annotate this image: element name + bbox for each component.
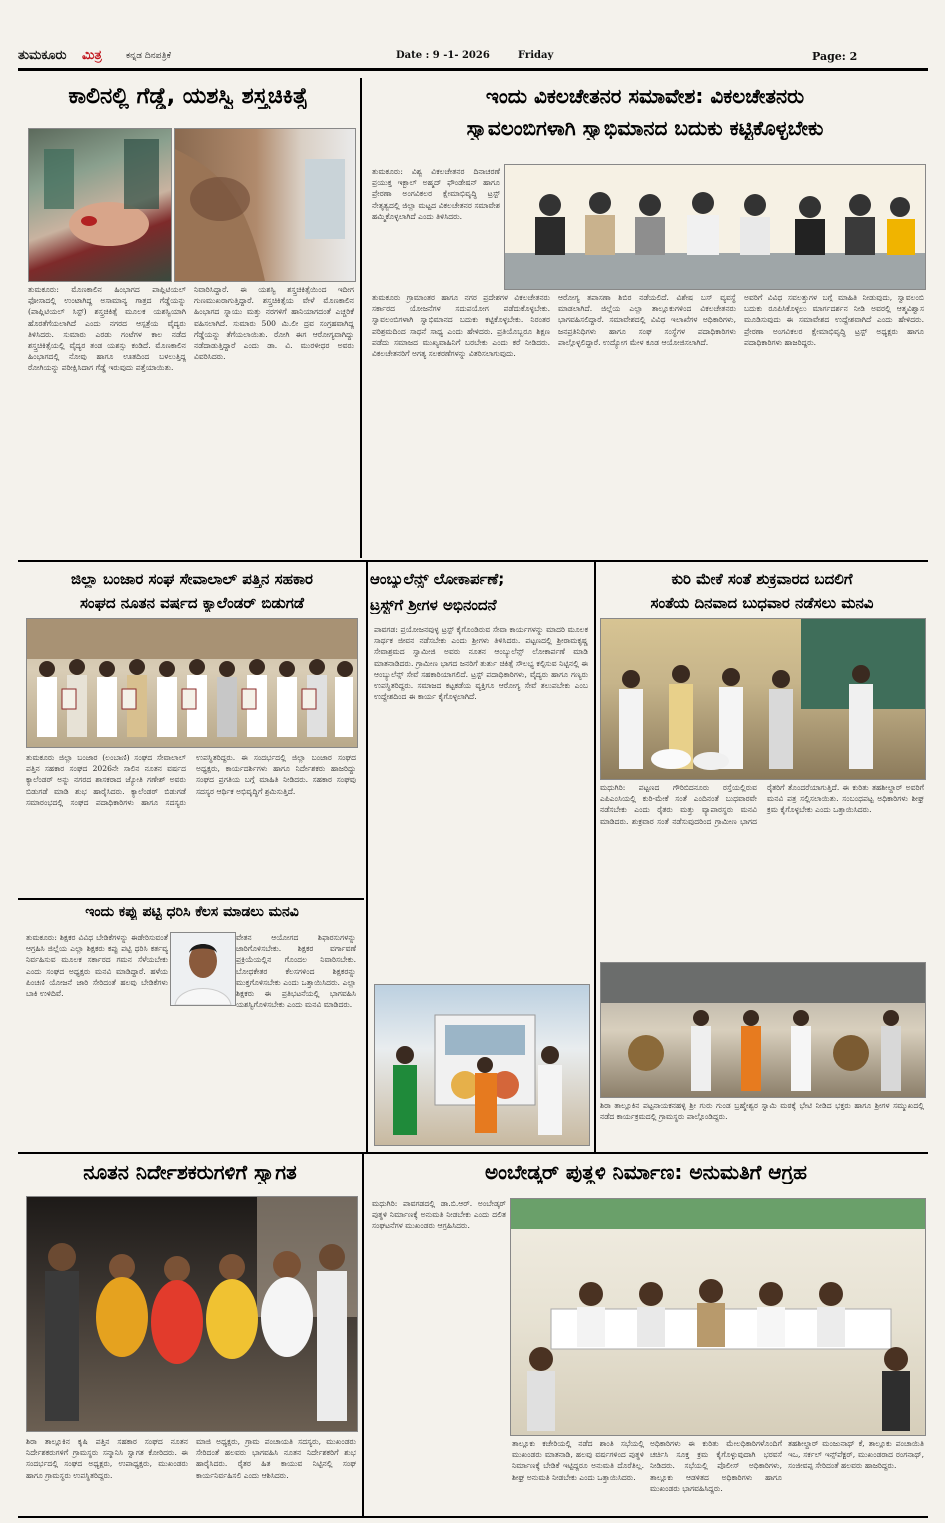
issue-date: Date : 9 -1- 2026 (396, 50, 490, 61)
column-divider-bottom (362, 1154, 364, 1516)
masthead-rule (18, 68, 928, 71)
masthead (18, 46, 928, 68)
surgery-photo-2 (174, 128, 356, 282)
market-photo-2-art (601, 963, 925, 1097)
market-photo-art (601, 619, 925, 779)
ambedkar-intro: ಮಧುಗಿರಿ: ಪಾವಗಡದಲ್ಲಿ ಡಾ.ಬಿ.ಆರ್. ಅಂಬೇಡ್ಕರ್ ಪುತ್ಥಳಿ ನಿರ್ಮಾಣಕ್ಕೆ ಅನುಮತಿ ನೀಡಬೇಕು ಎಂದು ದಲಿತ ಸಂಘಟನೆಗಳ ಮುಖಂಡರು ಆಗ್ರಹಿಸಿದರು. (372, 1199, 506, 1231)
ambulance-body: ಪಾವಗಡ: ಪ್ರಯೋಜನವುಳ್ಳ ಟ್ರಸ್ಟ್ ಕೈಗೊಂಡಿರುವ ಸೇವಾ ಕಾರ್ಯಗಳನ್ನು ಮಾದರಿ ಮೂಲಕ ಸಾರ್ಥಕ ಜೀವನ ನಡೆಸಬೇಕು ಎಂದು ಶ್ರೀಗಳು ತಿಳಿಸಿದರು. ಪಟ್ಟಣದಲ್ಲಿ ಶ್ರೀರಾಮಕೃಷ್ಣ ಸೇವಾಶ್ರಮದ ಸ್ವಾಮೀಜಿ ಅವರು ನೂತನ ಆಂಬ್ಯುಲೆನ್ಸ್ ಲೋಕಾರ್ಪಣೆ ಮಾಡಿ ಮಾತನಾಡಿದರು. ಗ್ರಾಮೀಣ ಭಾಗದ ಜನರಿಗೆ ತುರ್ತು ಚಿಕಿತ್ಸೆ ಸೌಲಭ್ಯ ಕಲ್ಪಿಸುವ ನಿಟ್ಟಿನಲ್ಲಿ ಈ ಆಂಬ್ಯುಲೆನ್ಸ್ ಸೇವೆ ಸಹಕಾರಿಯಾಗಲಿದೆ. ಟ್ರಸ್ಟ್ ಪದಾಧಿಕಾರಿಗಳು, ವೈದ್ಯರು ಹಾಗೂ ಗಣ್ಯರು ಉಪಸ್ಥಿತರಿದ್ದರು. ಸಮಾಜದ ಕಟ್ಟಕಡೆಯ ವ್ಯಕ್ತಿಗೂ ಆರೋಗ್ಯ ಸೇವೆ ತಲುಪಬೇಕು ಎಂಬ ಉದ್ದೇಶದಿಂದ ಈ ಕಾರ್ಯ ಕೈಗೊಳ್ಳಲಾಗಿದೆ. (374, 625, 588, 702)
market-headline-line2: ಸಂತೆಯ ದಿನವಾದ ಬುಧವಾರ ನಡೆಸಲು ಮನವಿ (650, 594, 874, 612)
surgery-photo-2-art (175, 129, 355, 281)
teachers-body-col2: ವೇತನ ಆಯೋಗದ ಶಿಫಾರಸುಗಳನ್ನು ಜಾರಿಗೊಳಿಸಬೇಕು. ಶಿಕ್ಷಕರ ವರ್ಗಾವಣೆ ಪ್ರಕ್ರಿಯೆಯಲ್ಲಿನ ಗೊಂದಲ ನಿವಾರಿಸಬೇಕು. ಬೋಧಕೇತರ ಕೆಲಸಗಳಿಂದ ಶಿಕ್ಷಕರನ್ನು ಮುಕ್ತಗೊಳಿಸಬೇಕು ಎಂದು ಒತ್ತಾಯಿಸಿದರು. ಎಲ್ಲಾ ಶಿಕ್ಷಕರು ಈ ಪ್ರತಿಭಟನೆಯಲ್ಲಿ ಭಾಗವಹಿಸಿ ಯಶಸ್ವಿಗೊಳಿಸಬೇಕು ಎಂದು ಮನವಿ ಮಾಡಿದರು. (236, 933, 356, 1010)
banjara-photo (26, 618, 358, 748)
column-divider-top (360, 78, 362, 558)
paper-name: ತುಮಕೂರು (18, 48, 67, 63)
disabled-body-col3: ಅವರಿಗೆ ವಿವಿಧ ಸವಲತ್ತುಗಳ ಬಗ್ಗೆ ಮಾಹಿತಿ ನೀಡುವುದು, ಸ್ವಾವಲಂಬಿ ಬದುಕು ರೂಪಿಸಿಕೊಳ್ಳಲು ಮಾರ್ಗದರ್ಶನ ನೀಡಿ ಅವರಲ್ಲಿ ಆತ್ಮವಿಶ್ವಾಸ ಮೂಡಿಸುವುದು ಈ ಸಮಾವೇಶದ ಉದ್ದೇಶವಾಗಿದೆ ಎಂದು ಹೇಳಿದರು. ಪ್ರೇರಣಾ ಅಂಗವಿಕಲರ ಕ್ಷೇಮಾಭಿವೃದ್ಧಿ ಟ್ರಸ್ಟ್ ಅಧ್ಯಕ್ಷರು ಹಾಗೂ ಪದಾಧಿಕಾರಿಗಳು ಹಾಜರಿದ್ದರು. (744, 293, 924, 347)
disabled-headline-line2: ಸ್ವಾವಲಂಬಿಗಳಾಗಿ ಸ್ವಾಭಿಮಾನದ ಬದುಕು ಕಟ್ಟಿಕೊಳ್ಳಬೇಕು (466, 116, 824, 140)
disabled-photo-art (505, 165, 925, 289)
surgery-photo-1-art (29, 129, 171, 281)
ambedkar-photo (510, 1198, 926, 1436)
market-photo-2 (600, 962, 926, 1098)
disabled-intro: ತುಮಕೂರು: ವಿಶ್ವ ವಿಕಲಚೇತನರ ದಿನಾಚರಣೆ ಪ್ರಯುಕ್ತ ಇಕ್ಬಾಲ್ ಅಹ್ಮದ್ ಫೌಂಡೇಷನ್ ಹಾಗೂ ಪ್ರೇರಣಾ ಅಂಗವಿಕಲರ ಕ್ಷೇಮಾಭಿವೃದ್ಧಿ ಟ್ರಸ್ಟ್ ನೇತೃತ್ವದಲ್ಲಿ ಜಿಲ್ಲಾ ಮಟ್ಟದ ವಿಕಲಚೇತನರ ಸಮಾವೇಶ ಹಮ್ಮಿಕೊಳ್ಳಲಾಗಿದೆ ಎಂದು ತಿಳಿಸಿದರು. (372, 167, 500, 221)
banjara-body: ತುಮಕೂರು ಜಿಲ್ಲಾ ಬಂಜಾರ (ಲಂಬಾಣಿ) ಸಂಘದ ಸೇವಾಲಾಲ್ ಪತ್ತಿನ ಸಹಕಾರ ಸಂಘದ 2026ನೇ ಸಾಲಿನ ನೂತನ ವರ್ಷದ ಕ್ಯಾಲೆಂಡರ್ ಅನ್ನು ನಗರದ ಶಾಸಕರಾದ ಜ್ಯೋತಿ ಗಣೇಶ್ ಅವರು ಬಿಡುಗಡೆ ಮಾಡಿ ಶುಭ ಹಾರೈಸಿದರು. ಕ್ಯಾಲೆಂಡರ್ ಬಿಡುಗಡೆ ಸಮಾರಂಭದಲ್ಲಿ ಸಂಘದ ಪದಾಧಿಕಾರಿಗಳು ಹಾಗೂ ಸದಸ್ಯರು ಉಪಸ್ಥಿತರಿದ್ದರು. ಈ ಸಂದರ್ಭದಲ್ಲಿ ಜಿಲ್ಲಾ ಬಂಜಾರ ಸಂಘದ ಅಧ್ಯಕ್ಷರು, ಕಾರ್ಯದರ್ಶಿಗಳು ಹಾಗೂ ನಿರ್ದೇಶಕರು ಹಾಜರಿದ್ದು ಸಂಘದ ಪ್ರಗತಿಯ ಬಗ್ಗೆ ಮಾಹಿತಿ ನೀಡಿದರು. ಸಹಕಾರ ಸಂಘವು ಸದಸ್ಯರ ಆರ್ಥಿಕ ಅಭಿವೃದ್ಧಿಗೆ ಶ್ರಮಿಸುತ್ತಿದೆ. (26, 753, 356, 807)
directors-body-col1: ಶಿರಾ ತಾಲ್ಲೂಕಿನ ಕೃಷಿ ಪತ್ತಿನ ಸಹಕಾರ ಸಂಘದ ನೂತನ ನಿರ್ದೇಶಕರುಗಳಿಗೆ ಗ್ರಾಮಸ್ಥರು ಸನ್ಮಾನಿಸಿ ಸ್ವಾಗತ ಕೋರಿದರು. ಈ ಸಂದರ್ಭದಲ್ಲಿ ಸಂಘದ ಅಧ್ಯಕ್ಷರು, ಉಪಾಧ್ಯಕ್ಷರು, ಮುಖಂಡರು ಹಾಗೂ ಗ್ರಾಮಸ್ಥರು ಉಪಸ್ಥಿತರಿದ್ದರು. (26, 1437, 188, 1480)
surgery-photo-1 (28, 128, 172, 282)
teachers-body-col1: ತುಮಕೂರು: ಶಿಕ್ಷಕರ ವಿವಿಧ ಬೇಡಿಕೆಗಳನ್ನು ಈಡೇರಿಸುವಂತೆ ಆಗ್ರಹಿಸಿ ಜಿಲ್ಲೆಯ ಎಲ್ಲಾ ಶಿಕ್ಷಕರು ಕಪ್ಪು ಪಟ್ಟಿ ಧರಿಸಿ ಕರ್ತವ್ಯ ನಿರ್ವಹಿಸುವ ಮೂಲಕ ಸರ್ಕಾರದ ಗಮನ ಸೆಳೆಯಬೇಕು ಎಂದು ಸಂಘದ ಅಧ್ಯಕ್ಷರು ಮನವಿ ಮಾಡಿದ್ದಾರೆ. ಹಳೆಯ ಪಿಂಚಣಿ ಯೋಜನೆ ಜಾರಿ ಸೇರಿದಂತೆ ಹಲವು ಬೇಡಿಕೆಗಳು ಬಾಕಿ ಉಳಿದಿವೆ. (26, 933, 168, 999)
section-rule-2 (18, 1152, 928, 1154)
ambedkar-body-col1: ತಾಲ್ಲೂಕು ಕಚೇರಿಯಲ್ಲಿ ನಡೆದ ಶಾಂತಿ ಸಭೆಯಲ್ಲಿ ಮುಖಂಡರು ಮಾತನಾಡಿ, ಹಲವು ವರ್ಷಗಳಿಂದ ಪುತ್ಥಳಿ ನಿರ್ಮಾಣಕ್ಕೆ ಬೇಡಿಕೆ ಇಟ್ಟಿದ್ದರೂ ಅನುಮತಿ ದೊರೆತಿಲ್ಲ. ಶೀಘ್ರ ಅನುಮತಿ ನೀಡಬೇಕು ಎಂದು ಒತ್ತಾಯಿಸಿದರು. (512, 1439, 644, 1482)
banjara-photo-art (27, 619, 357, 747)
column-divider-mid-1 (366, 562, 368, 1152)
banjara-headline-line1: ಜಿಲ್ಲಾ ಬಂಜಾರ ಸಂಘ ಸೇವಾಲಾಲ್ ಪತ್ತಿನ ಸಹಕಾರ (71, 570, 313, 588)
surgery-headline: ಕಾಲಿನಲ್ಲಿ ಗೆಡ್ಡೆ, ಯಶಸ್ವಿ ಶಸ್ತ್ರಚಿಕಿತ್ಸೆ (68, 84, 308, 109)
disabled-photo (504, 164, 926, 290)
ambedkar-body-col2: ಅಧಿಕಾರಿಗಳು ಈ ಕುರಿತು ಮೇಲಧಿಕಾರಿಗಳೊಂದಿಗೆ ಚರ್ಚಿಸಿ ಸೂಕ್ತ ಕ್ರಮ ಕೈಗೊಳ್ಳುವುದಾಗಿ ಭರವಸೆ ನೀಡಿದರು. ಸಭೆಯಲ್ಲಿ ಪೊಲೀಸ್ ಅಧಿಕಾರಿಗಳು, ತಾಲ್ಲೂಕು ಆಡಳಿತದ ಅಧಿಕಾರಿಗಳು ಹಾಗೂ ಮುಖಂಡರು ಭಾಗವಹಿಸಿದ್ದರು. (650, 1439, 782, 1493)
directors-headline: ನೂತನ ನಿರ್ದೇಶಕರುಗಳಿಗೆ ಸ್ವಾಗತ (83, 1160, 297, 1184)
paper-subtitle: ಕನ್ನಡ ದಿನಪತ್ರಿಕೆ (126, 51, 172, 61)
market-body: ಮಧುಗಿರಿ: ಪಟ್ಟಣದ ಗೌರಿಬಿದನೂರು ರಸ್ತೆಯಲ್ಲಿರುವ ಎಪಿಎಂಸಿಯಲ್ಲಿ ಕುರಿ-ಮೇಕೆ ಸಂತೆ ಎಂದಿನಂತೆ ಬುಧವಾರವೇ ನಡೆಸಬೇಕು ಎಂದು ರೈತರು ಮತ್ತು ವ್ಯಾಪಾರಸ್ಥರು ಮನವಿ ಮಾಡಿದರು. ಶುಕ್ರವಾರ ಸಂತೆ ನಡೆಸುವುದರಿಂದ ಗ್ರಾಮೀಣ ಭಾಗದ ರೈತರಿಗೆ ತೊಂದರೆಯಾಗುತ್ತಿದೆ. ಈ ಕುರಿತು ತಹಶೀಲ್ದಾರ್ ಅವರಿಗೆ ಮನವಿ ಪತ್ರ ಸಲ್ಲಿಸಲಾಯಿತು. ಸಂಬಂಧಪಟ್ಟ ಅಧಿಕಾರಿಗಳು ಶೀಘ್ರ ಕ್ರಮ ಕೈಗೊಳ್ಳಬೇಕು ಎಂದು ಒತ್ತಾಯಿಸಿದರು. (600, 783, 924, 826)
ambulance-photo-art (375, 985, 589, 1145)
disabled-body-col2: ಆರೋಗ್ಯ ತಪಾಸಣಾ ಶಿಬಿರ ನಡೆಯಲಿದೆ. ವಿಶೇಷ ಬಸ್ ವ್ಯವಸ್ಥೆ ಮಾಡಲಾಗಿದೆ. ಜಿಲ್ಲೆಯ ಎಲ್ಲಾ ತಾಲ್ಲೂಕುಗಳಿಂದ ವಿಕಲಚೇತನರು ಭಾಗವಹಿಸಲಿದ್ದಾರೆ. ಸಮಾವೇಶದಲ್ಲಿ ವಿವಿಧ ಇಲಾಖೆಗಳ ಅಧಿಕಾರಿಗಳು, ಜನಪ್ರತಿನಿಧಿಗಳು ಹಾಗೂ ಸಂಘ ಸಂಸ್ಥೆಗಳ ಪದಾಧಿಕಾರಿಗಳು ಪಾಲ್ಗೊಳ್ಳಲಿದ್ದಾರೆ. ಉದ್ಯೋಗ ಮೇಳ ಕೂಡ ಆಯೋಜಿಸಲಾಗಿದೆ. (558, 293, 736, 347)
directors-photo-art (27, 1197, 357, 1431)
ambulance-headline-line1: ಆಂಬ್ಯುಲೆನ್ಸ್ ಲೋಕಾರ್ಪಣೆ; (370, 570, 505, 588)
ambedkar-body-col3: ತಹಶೀಲ್ದಾರ್ ಮಂಜುನಾಥ್ ಕೆ, ತಾಲ್ಲೂಕು ಪಂಚಾಯಿತಿ ಇಒ, ಸರ್ಕಲ್ ಇನ್ಸ್‌ಪೆಕ್ಟರ್, ಮುಖಂಡರಾದ ರಂಗನಾಥ್, ಸಂಜೀವಪ್ಪ ಸೇರಿದಂತೆ ಹಲವರು ಹಾಜರಿದ್ದರು. (788, 1439, 924, 1471)
directors-photo (26, 1196, 358, 1432)
surgery-body-col2: ನಿವಾರಿಸಿದ್ದಾರೆ. ಈ ಯಶಸ್ವಿ ಶಸ್ತ್ರಚಿಕಿತ್ಸೆಯಿಂದ ಇದೀಗ ಗುಣಮುಖರಾಗುತ್ತಿದ್ದಾರೆ. ಶಸ್ತ್ರಚಿಕಿತ್ಸೆಯ ವೇಳೆ ಮೊಣಕಾಲಿನ ಹಿಂಭಾಗದ ಸ್ನಾಯು ಮತ್ತು ನರಗಳಿಗೆ ಹಾನಿಯಾಗದಂತೆ ಎಚ್ಚರಿಕೆ ವಹಿಸಲಾಗಿದೆ. ಸುಮಾರು 500 ಮಿ.ಲೀ ದ್ರವ ಸಂಗ್ರಹವಾಗಿದ್ದ ಗೆಡ್ಡೆಯನ್ನು ತೆಗೆಯಲಾಯಿತು. ರೋಗಿ ಈಗ ಆರೋಗ್ಯವಾಗಿದ್ದು ನಡೆದಾಡುತ್ತಿದ್ದಾರೆ ಎಂದು ಡಾ. ವಿ. ಮುರಳೀಧರ ಅವರು ವಿವರಿಸಿದರು. (194, 285, 354, 362)
market-headline-line1: ಕುರಿ ಮೇಕೆ ಸಂತೆ ಶುಕ್ರವಾರದ ಬದಲಿಗೆ (671, 570, 853, 588)
directors-body-col2: ಮಾಜಿ ಅಧ್ಯಕ್ಷರು, ಗ್ರಾಮ ಪಂಚಾಯತಿ ಸದಸ್ಯರು, ಮುಖಂಡರು ಸೇರಿದಂತೆ ಹಲವರು ಭಾಗವಹಿಸಿ ನೂತನ ನಿರ್ದೇಶಕರಿಗೆ ಶುಭ ಹಾರೈಸಿದರು. ರೈತರ ಹಿತ ಕಾಯುವ ನಿಟ್ಟಿನಲ್ಲಿ ಸಂಘ ಕಾರ್ಯನಿರ್ವಹಿಸಲಿ ಎಂದು ಆಶಿಸಿದರು. (196, 1437, 356, 1480)
ambulance-headline-line2: ಟ್ರಸ್ಟ್‌ಗೆ ಶ್ರೀಗಳ ಅಭಿನಂದನೆ (370, 596, 497, 614)
banjara-headline-line2: ಸಂಘದ ನೂತನ ವರ್ಷದ ಕ್ಯಾಲೆಂಡರ್ ಬಿಡುಗಡೆ (79, 594, 305, 612)
section-rule-1 (18, 560, 928, 562)
teachers-portrait-art (171, 933, 235, 1005)
issue-day: Friday (518, 50, 554, 61)
section-rule-teachers (18, 898, 364, 900)
ambedkar-photo-art (511, 1199, 925, 1435)
page-bottom-rule (18, 1516, 928, 1518)
teachers-portrait (170, 932, 236, 1006)
disabled-body-col1: ತುಮಕೂರು ಗ್ರಾಮಾಂತರ ಹಾಗೂ ನಗರ ಪ್ರದೇಶಗಳ ವಿಕಲಚೇತನರು ಸರ್ಕಾರದ ಯೋಜನೆಗಳ ಸದುಪಯೋಗ ಪಡೆದುಕೊಳ್ಳಬೇಕು. ಸ್ವಾವಲಂಬಿಗಳಾಗಿ ಸ್ವಾಭಿಮಾನದ ಬದುಕು ಕಟ್ಟಿಕೊಳ್ಳಬೇಕು. ನಿರಂತರ ಪರಿಶ್ರಮದಿಂದ ಸಾಧನೆ ಸಾಧ್ಯ ಎಂದು ಹೇಳಿದರು. ಪ್ರತಿಯೊಬ್ಬರೂ ಶಿಕ್ಷಣ ಪಡೆದು ಸಮಾಜದ ಮುಖ್ಯವಾಹಿನಿಗೆ ಬರಬೇಕು ಎಂದು ಕರೆ ನೀಡಿದರು. ವಿಕಲಚೇತನರಿಗೆ ಅಗತ್ಯ ಸಲಕರಣೆಗಳನ್ನು ವಿತರಿಸಲಾಗುವುದು. (372, 293, 550, 359)
market-photo (600, 618, 926, 780)
market-photo-caption: ಶಿರಾ ತಾಲ್ಲೂಕಿನ ಪಟ್ಟನಾಯಕನಹಳ್ಳಿ ಶ್ರೀ ಗುರು ಗುಂಡ ಬ್ರಹ್ಮೇಶ್ವರ ಸ್ವಾಮಿ ಮಠಕ್ಕೆ ಭೇಟಿ ನೀಡಿದ ಭಕ್ತರು ಹಾಗೂ ಶ್ರೀಗಳ ಸಮ್ಮುಖದಲ್ಲಿ ನಡೆದ ಕಾರ್ಯಕ್ರಮದಲ್ಲಿ ಗ್ರಾಮಸ್ಥರು ಪಾಲ್ಗೊಂಡಿದ್ದರು. (600, 1101, 924, 1122)
ambedkar-headline: ಅಂಬೇಡ್ಕರ್ ಪುತ್ಥಳಿ ನಿರ್ಮಾಣ: ಅನುಮತಿಗೆ ಆಗ್ರಹ (485, 1160, 807, 1184)
surgery-body-col1: ತುಮಕೂರು: ಮೊಣಕಾಲಿನ ಹಿಂಭಾಗದ ಪಾಪ್ಲಿಟಿಯಲ್ ಫೋಸಾದಲ್ಲಿ ಉಂಟಾಗಿದ್ದ ಅಸಾಮಾನ್ಯ ಗಾತ್ರದ ಗೆಡ್ಡೆಯನ್ನು (ಪಾಪ್ಲಿಟಿಯಲ್ ಸಿಸ್ಟ್) ಶಸ್ತ್ರಚಿಕಿತ್ಸೆ ಮೂಲಕ ಯಶಸ್ವಿಯಾಗಿ ಹೊರತೆಗೆಯಲಾಗಿದೆ ಎಂದು ನಗರದ ಆಸ್ಪತ್ರೆಯ ವೈದ್ಯರು ತಿಳಿಸಿದರು. ಸುಮಾರು ಎರಡು ಗಂಟೆಗಳ ಕಾಲ ನಡೆದ ಶಸ್ತ್ರಚಿಕಿತ್ಸೆಯಲ್ಲಿ ವೈದ್ಯರ ತಂಡ ಯಶಸ್ಸು ಕಂಡಿದೆ. ಮೊಣಕಾಲಿನ ಹಿಂಭಾಗದಲ್ಲಿ ನೋವು ಹಾಗೂ ಊತದಿಂದ ಬಳಲುತ್ತಿದ್ದ ರೋಗಿಯನ್ನು ಪರೀಕ್ಷಿಸಿದಾಗ ಗೆಡ್ಡೆ ಇರುವುದು ಪತ್ತೆಯಾಯಿತು. (28, 285, 186, 373)
ambulance-photo (374, 984, 590, 1146)
teachers-headline: ಇಂದು ಕಪ್ಪು ಪಟ್ಟಿ ಧರಿಸಿ ಕೆಲಸ ಮಾಡಲು ಮನವಿ (85, 904, 299, 920)
paper-name-highlight: ಮಿತ್ರ (82, 48, 102, 63)
page-number: Page: 2 (812, 50, 858, 63)
column-divider-mid-2 (594, 562, 596, 1152)
disabled-headline-line1: ಇಂದು ವಿಕಲಚೇತನರ ಸಮಾವೇಶ: ವಿಕಲಚೇತನರು (485, 84, 805, 108)
